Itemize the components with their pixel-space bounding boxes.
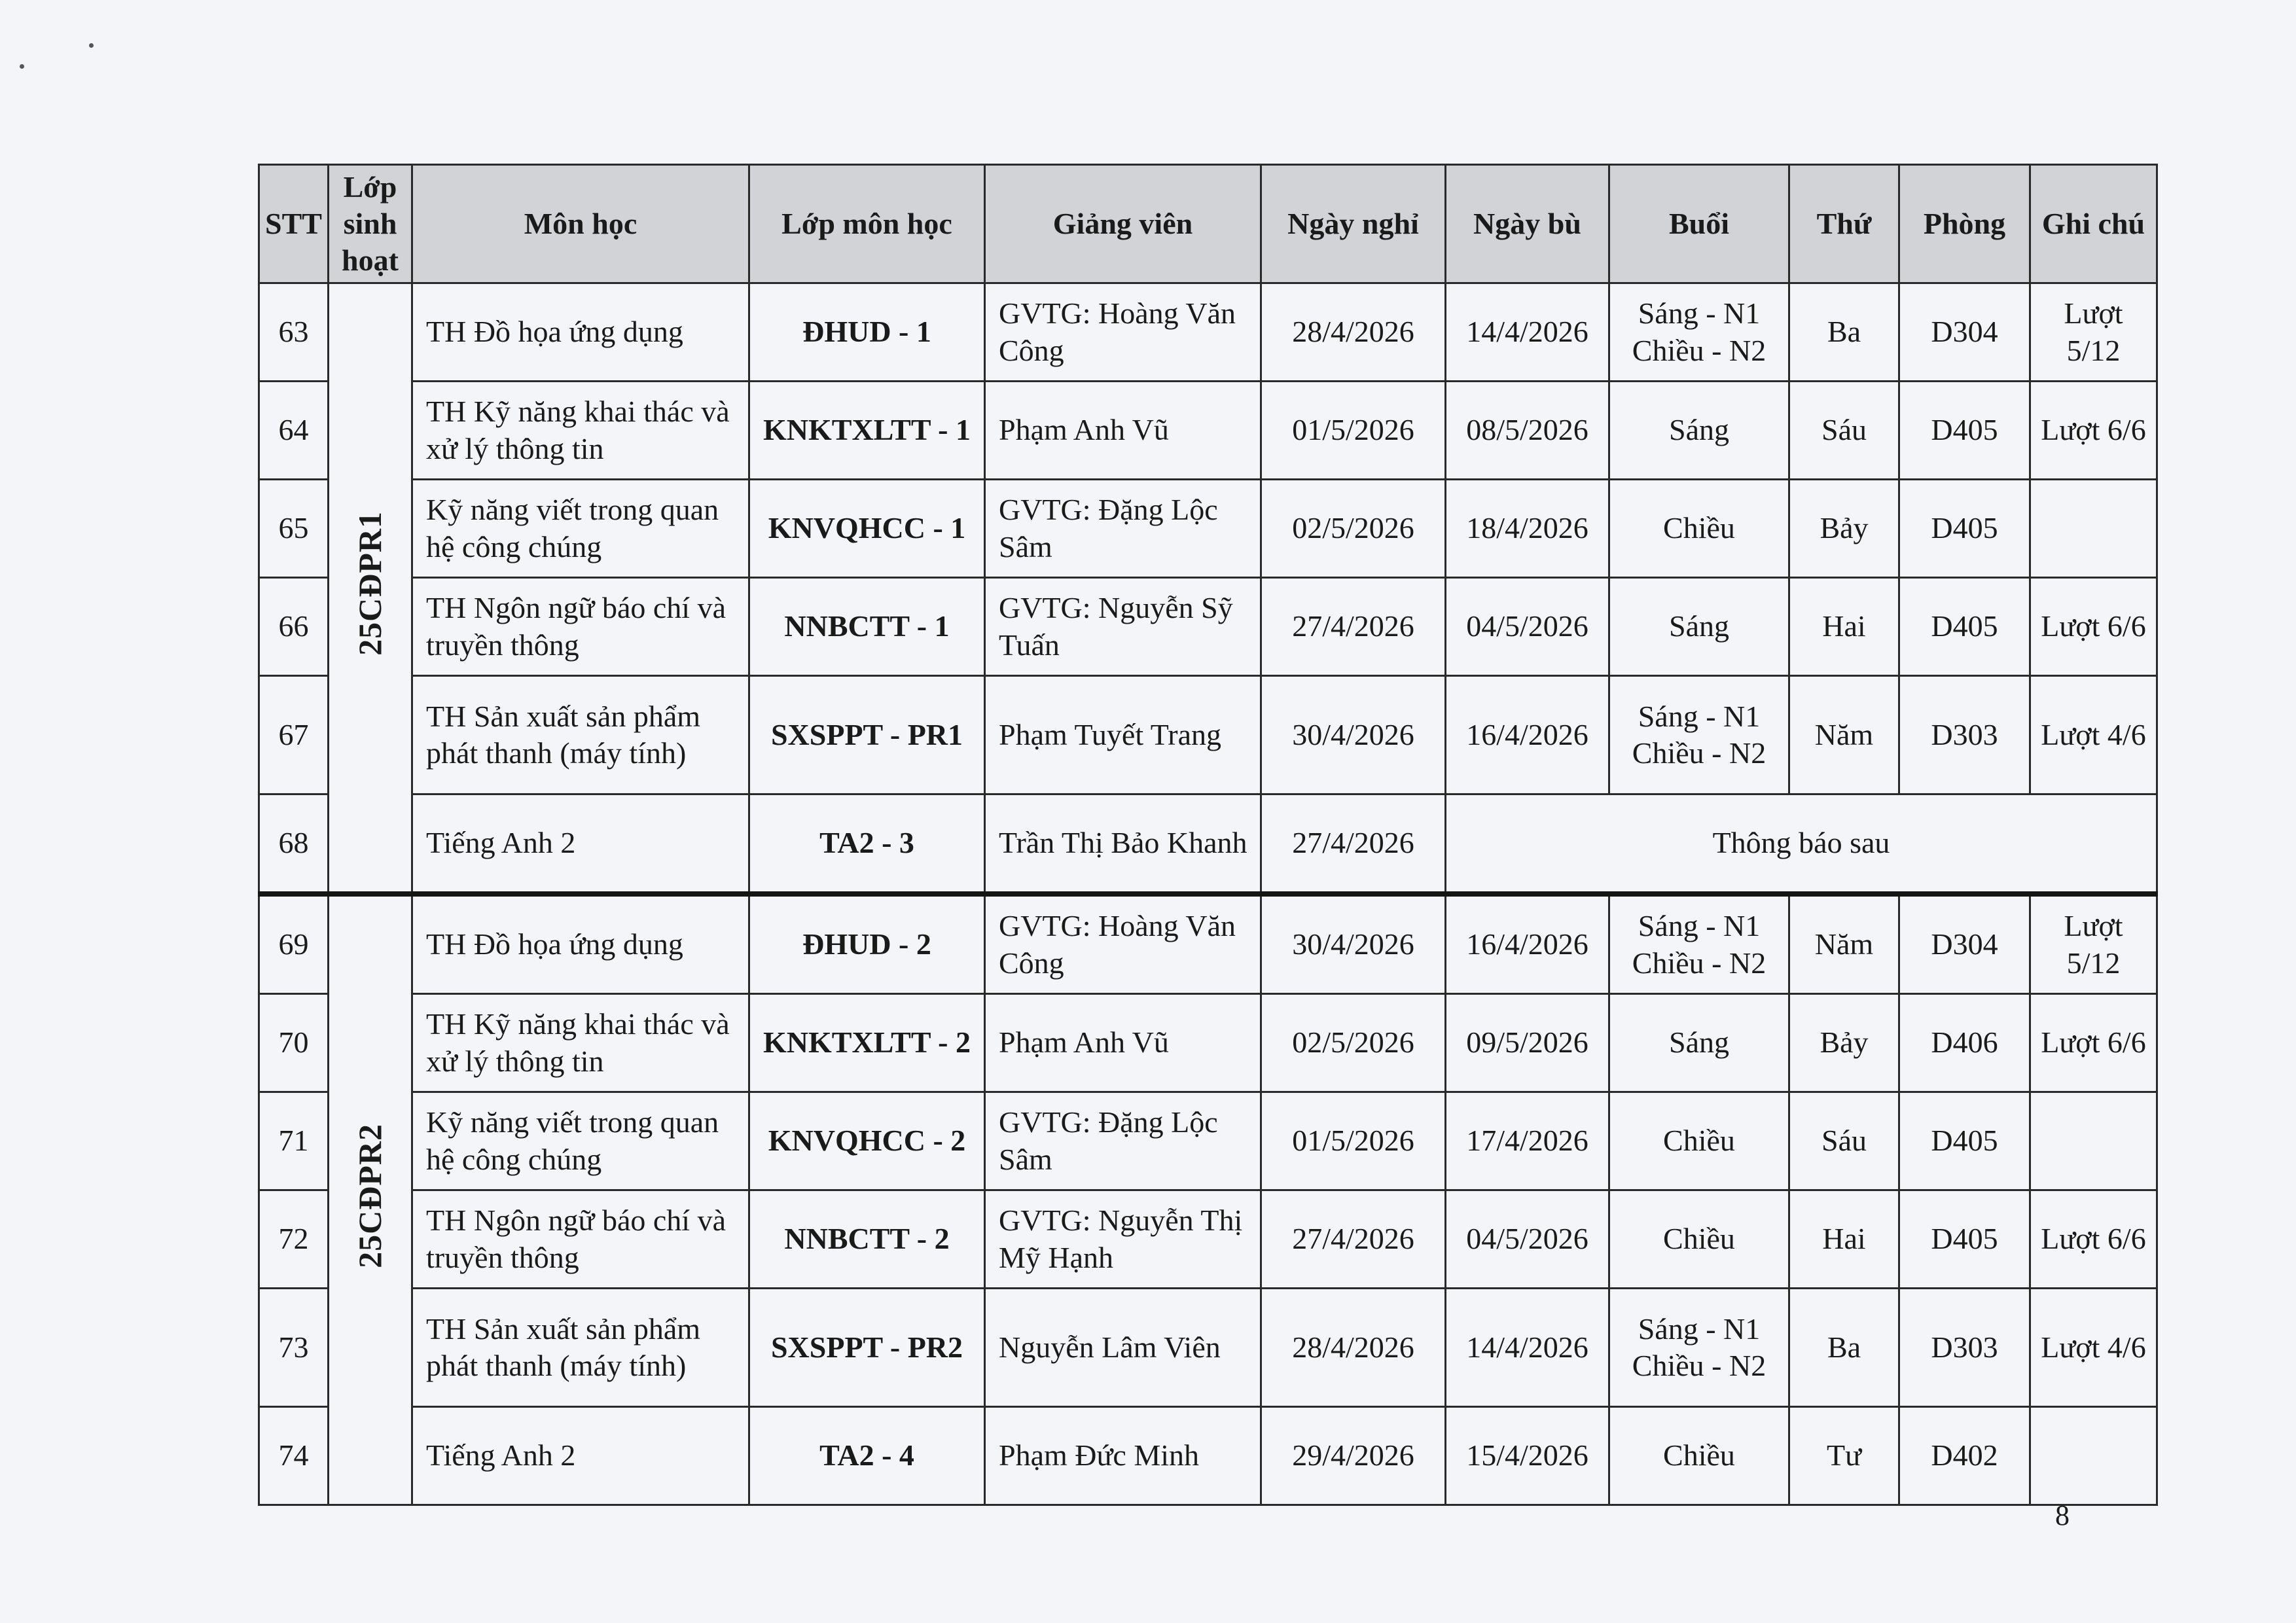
- cell-phong: D304: [1899, 283, 2030, 382]
- header-lop-sinh-hoat: Lớp sinh hoạt: [329, 165, 412, 283]
- cell-lop-mon-hoc: ĐHUD - 2: [749, 894, 985, 994]
- group-label: 25CĐPR2: [351, 1124, 388, 1268]
- table-row: [259, 1407, 2157, 1505]
- cell-ngay-bu: 16/4/2026: [1446, 676, 1609, 794]
- cell-buoi: Sáng - N1 Chiều - N2: [1609, 894, 1789, 994]
- cell-buoi: Sáng - N1 Chiều - N2: [1609, 1289, 1789, 1407]
- cell-thu: Bảy: [1789, 480, 1899, 578]
- cell-giang-vien: Phạm Đức Minh: [985, 1407, 1261, 1505]
- cell-phong: D405: [1899, 578, 2030, 676]
- cell-buoi: Sáng: [1609, 382, 1789, 480]
- cell-mon-hoc: TH Kỹ năng khai thác và xử lý thông tin: [412, 994, 749, 1092]
- cell-lop-mon-hoc: ĐHUD - 1: [749, 283, 985, 382]
- cell-mon-hoc: Kỹ năng viết trong quan hệ công chúng: [412, 480, 749, 578]
- cell-ghi-chu: Lượt 5/12: [2030, 894, 2157, 994]
- cell-phong: D303: [1899, 676, 2030, 794]
- cell-stt: 63: [259, 283, 329, 382]
- header-ngay-bu: Ngày bù: [1446, 165, 1609, 283]
- cell-giang-vien: GVTG: Đặng Lộc Sâm: [985, 480, 1261, 578]
- cell-mon-hoc: TH Sản xuất sản phẩm phát thanh (máy tính): [412, 676, 749, 794]
- table-row: [259, 283, 2157, 382]
- cell-lop-mon-hoc: KNVQHCC - 2: [749, 1092, 985, 1190]
- group-label-cell: [329, 894, 412, 1505]
- cell-ngay-bu: 08/5/2026: [1446, 382, 1609, 480]
- cell-lop-mon-hoc: TA2 - 4: [749, 1407, 985, 1505]
- cell-ngay-nghi: 02/5/2026: [1261, 994, 1446, 1092]
- cell-mon-hoc: TH Ngôn ngữ báo chí và truyền thông: [412, 1190, 749, 1289]
- cell-ngay-bu: 14/4/2026: [1446, 283, 1609, 382]
- cell-buoi: Chiều: [1609, 1190, 1789, 1289]
- cell-ngay-bu: 04/5/2026: [1446, 578, 1609, 676]
- cell-phong: D402: [1899, 1407, 2030, 1505]
- cell-thu: Tư: [1789, 1407, 1899, 1505]
- cell-stt: 74: [259, 1407, 329, 1505]
- cell-stt: 66: [259, 578, 329, 676]
- cell-ngay-nghi: 02/5/2026: [1261, 480, 1446, 578]
- cell-ngay-bu: 15/4/2026: [1446, 1407, 1609, 1505]
- header-row: [259, 165, 2157, 283]
- cell-giang-vien: GVTG: Đặng Lộc Sâm: [985, 1092, 1261, 1190]
- scan-speck: [20, 64, 24, 69]
- table-row: [259, 480, 2157, 578]
- table-row: [259, 994, 2157, 1092]
- cell-phong: D405: [1899, 382, 2030, 480]
- cell-lop-mon-hoc: NNBCTT - 1: [749, 578, 985, 676]
- cell-thu: Năm: [1789, 894, 1899, 994]
- cell-thu: Hai: [1789, 578, 1899, 676]
- cell-giang-vien: Nguyễn Lâm Viên: [985, 1289, 1261, 1407]
- header-ngay-nghi: Ngày nghỉ: [1261, 165, 1446, 283]
- cell-stt: 73: [259, 1289, 329, 1407]
- cell-ghi-chu: Lượt 6/6: [2030, 1190, 2157, 1289]
- cell-ngay-bu: 16/4/2026: [1446, 894, 1609, 994]
- cell-buoi: Sáng: [1609, 578, 1789, 676]
- cell-thu: Sáu: [1789, 382, 1899, 480]
- cell-phong: D405: [1899, 1190, 2030, 1289]
- cell-stt: 64: [259, 382, 329, 480]
- header-lop-mon-hoc: Lớp môn học: [749, 165, 985, 283]
- cell-phong: D304: [1899, 894, 2030, 994]
- cell-lop-mon-hoc: SXSPPT - PR2: [749, 1289, 985, 1407]
- cell-lop-mon-hoc: KNKTXLTT - 2: [749, 994, 985, 1092]
- cell-ghi-chu: Lượt 5/12: [2030, 283, 2157, 382]
- cell-buoi: Sáng - N1 Chiều - N2: [1609, 283, 1789, 382]
- cell-phong: D405: [1899, 1092, 2030, 1190]
- cell-lop-mon-hoc: TA2 - 3: [749, 794, 985, 895]
- cell-ghi-chu: Lượt 4/6: [2030, 676, 2157, 794]
- cell-mon-hoc: Tiếng Anh 2: [412, 794, 749, 895]
- header-ghi-chu: Ghi chú: [2030, 165, 2157, 283]
- cell-mon-hoc: Tiếng Anh 2: [412, 1407, 749, 1505]
- cell-giang-vien: GVTG: Nguyễn Thị Mỹ Hạnh: [985, 1190, 1261, 1289]
- cell-stt: 70: [259, 994, 329, 1092]
- cell-giang-vien: Phạm Tuyết Trang: [985, 676, 1261, 794]
- cell-ngay-nghi: 28/4/2026: [1261, 283, 1446, 382]
- header-phong: Phòng: [1899, 165, 2030, 283]
- cell-stt: 68: [259, 794, 329, 895]
- cell-lop-mon-hoc: NNBCTT - 2: [749, 1190, 985, 1289]
- table-row: [259, 1092, 2157, 1190]
- cell-ghi-chu: Lượt 6/6: [2030, 994, 2157, 1092]
- cell-buoi: Sáng - N1 Chiều - N2: [1609, 676, 1789, 794]
- cell-ngay-bu: 17/4/2026: [1446, 1092, 1609, 1190]
- scan-speck: [89, 43, 94, 48]
- header-stt: STT: [259, 165, 329, 283]
- cell-mon-hoc: TH Đồ họa ứng dụng: [412, 283, 749, 382]
- cell-stt: 71: [259, 1092, 329, 1190]
- cell-stt: 72: [259, 1190, 329, 1289]
- cell-thu: Sáu: [1789, 1092, 1899, 1190]
- table-row: [259, 794, 2157, 895]
- table-row: [259, 894, 2157, 994]
- table-row: [259, 578, 2157, 676]
- table-row: [259, 382, 2157, 480]
- cell-thu: Ba: [1789, 1289, 1899, 1407]
- cell-giang-vien: Trần Thị Bảo Khanh: [985, 794, 1261, 895]
- cell-ghi-chu: [2030, 1407, 2157, 1505]
- group-label-cell: [329, 283, 412, 895]
- cell-phong: D405: [1899, 480, 2030, 578]
- cell-ngay-nghi: 27/4/2026: [1261, 578, 1446, 676]
- cell-thu: Năm: [1789, 676, 1899, 794]
- cell-ghi-chu: Lượt 6/6: [2030, 382, 2157, 480]
- cell-thu: Ba: [1789, 283, 1899, 382]
- cell-buoi: Chiều: [1609, 1407, 1789, 1505]
- cell-buoi: Sáng: [1609, 994, 1789, 1092]
- cell-phong: D303: [1899, 1289, 2030, 1407]
- header-buoi: Buổi: [1609, 165, 1789, 283]
- cell-ngay-bu: 14/4/2026: [1446, 1289, 1609, 1407]
- cell-ngay-nghi: 30/4/2026: [1261, 676, 1446, 794]
- group-label: 25CĐPR1: [351, 511, 388, 656]
- cell-giang-vien: Phạm Anh Vũ: [985, 382, 1261, 480]
- header-mon-hoc: Môn học: [412, 165, 749, 283]
- cell-mon-hoc: TH Đồ họa ứng dụng: [412, 894, 749, 994]
- table-row: [259, 1190, 2157, 1289]
- cell-thu: Bảy: [1789, 994, 1899, 1092]
- cell-lop-mon-hoc: KNVQHCC - 1: [749, 480, 985, 578]
- table-row: [259, 1289, 2157, 1407]
- cell-ngay-nghi: 27/4/2026: [1261, 1190, 1446, 1289]
- cell-giang-vien: Phạm Anh Vũ: [985, 994, 1261, 1092]
- page-number: 8: [2055, 1499, 2070, 1531]
- cell-lop-mon-hoc: KNKTXLTT - 1: [749, 382, 985, 480]
- cell-ngay-nghi: 01/5/2026: [1261, 382, 1446, 480]
- cell-thu: Hai: [1789, 1190, 1899, 1289]
- header-thu: Thứ: [1789, 165, 1899, 283]
- cell-merged-note: Thông báo sau: [1446, 794, 2157, 895]
- cell-giang-vien: GVTG: Hoàng Văn Công: [985, 283, 1261, 382]
- cell-buoi: Chiều: [1609, 480, 1789, 578]
- cell-lop-mon-hoc: SXSPPT - PR1: [749, 676, 985, 794]
- cell-ghi-chu: [2030, 480, 2157, 578]
- cell-ngay-bu: 04/5/2026: [1446, 1190, 1609, 1289]
- cell-ghi-chu: [2030, 1092, 2157, 1190]
- cell-giang-vien: GVTG: Nguyễn Sỹ Tuấn: [985, 578, 1261, 676]
- cell-mon-hoc: TH Kỹ năng khai thác và xử lý thông tin: [412, 382, 749, 480]
- cell-mon-hoc: Kỹ năng viết trong quan hệ công chúng: [412, 1092, 749, 1190]
- cell-ngay-bu: 18/4/2026: [1446, 480, 1609, 578]
- table-row: [259, 676, 2157, 794]
- cell-ghi-chu: Lượt 6/6: [2030, 578, 2157, 676]
- cell-buoi: Chiều: [1609, 1092, 1789, 1190]
- cell-ngay-nghi: 28/4/2026: [1261, 1289, 1446, 1407]
- cell-mon-hoc: TH Sản xuất sản phẩm phát thanh (máy tính): [412, 1289, 749, 1407]
- schedule-table: [258, 164, 2158, 1506]
- cell-ngay-nghi: 30/4/2026: [1261, 894, 1446, 994]
- cell-ngay-nghi: 01/5/2026: [1261, 1092, 1446, 1190]
- cell-ngay-bu: 09/5/2026: [1446, 994, 1609, 1092]
- cell-stt: 67: [259, 676, 329, 794]
- cell-mon-hoc: TH Ngôn ngữ báo chí và truyền thông: [412, 578, 749, 676]
- cell-stt: 65: [259, 480, 329, 578]
- cell-ghi-chu: Lượt 4/6: [2030, 1289, 2157, 1407]
- cell-ngay-nghi: 27/4/2026: [1261, 794, 1446, 895]
- cell-stt: 69: [259, 894, 329, 994]
- cell-giang-vien: GVTG: Hoàng Văn Công: [985, 894, 1261, 994]
- cell-phong: D406: [1899, 994, 2030, 1092]
- cell-ngay-nghi: 29/4/2026: [1261, 1407, 1446, 1505]
- header-giang-vien: Giảng viên: [985, 165, 1261, 283]
